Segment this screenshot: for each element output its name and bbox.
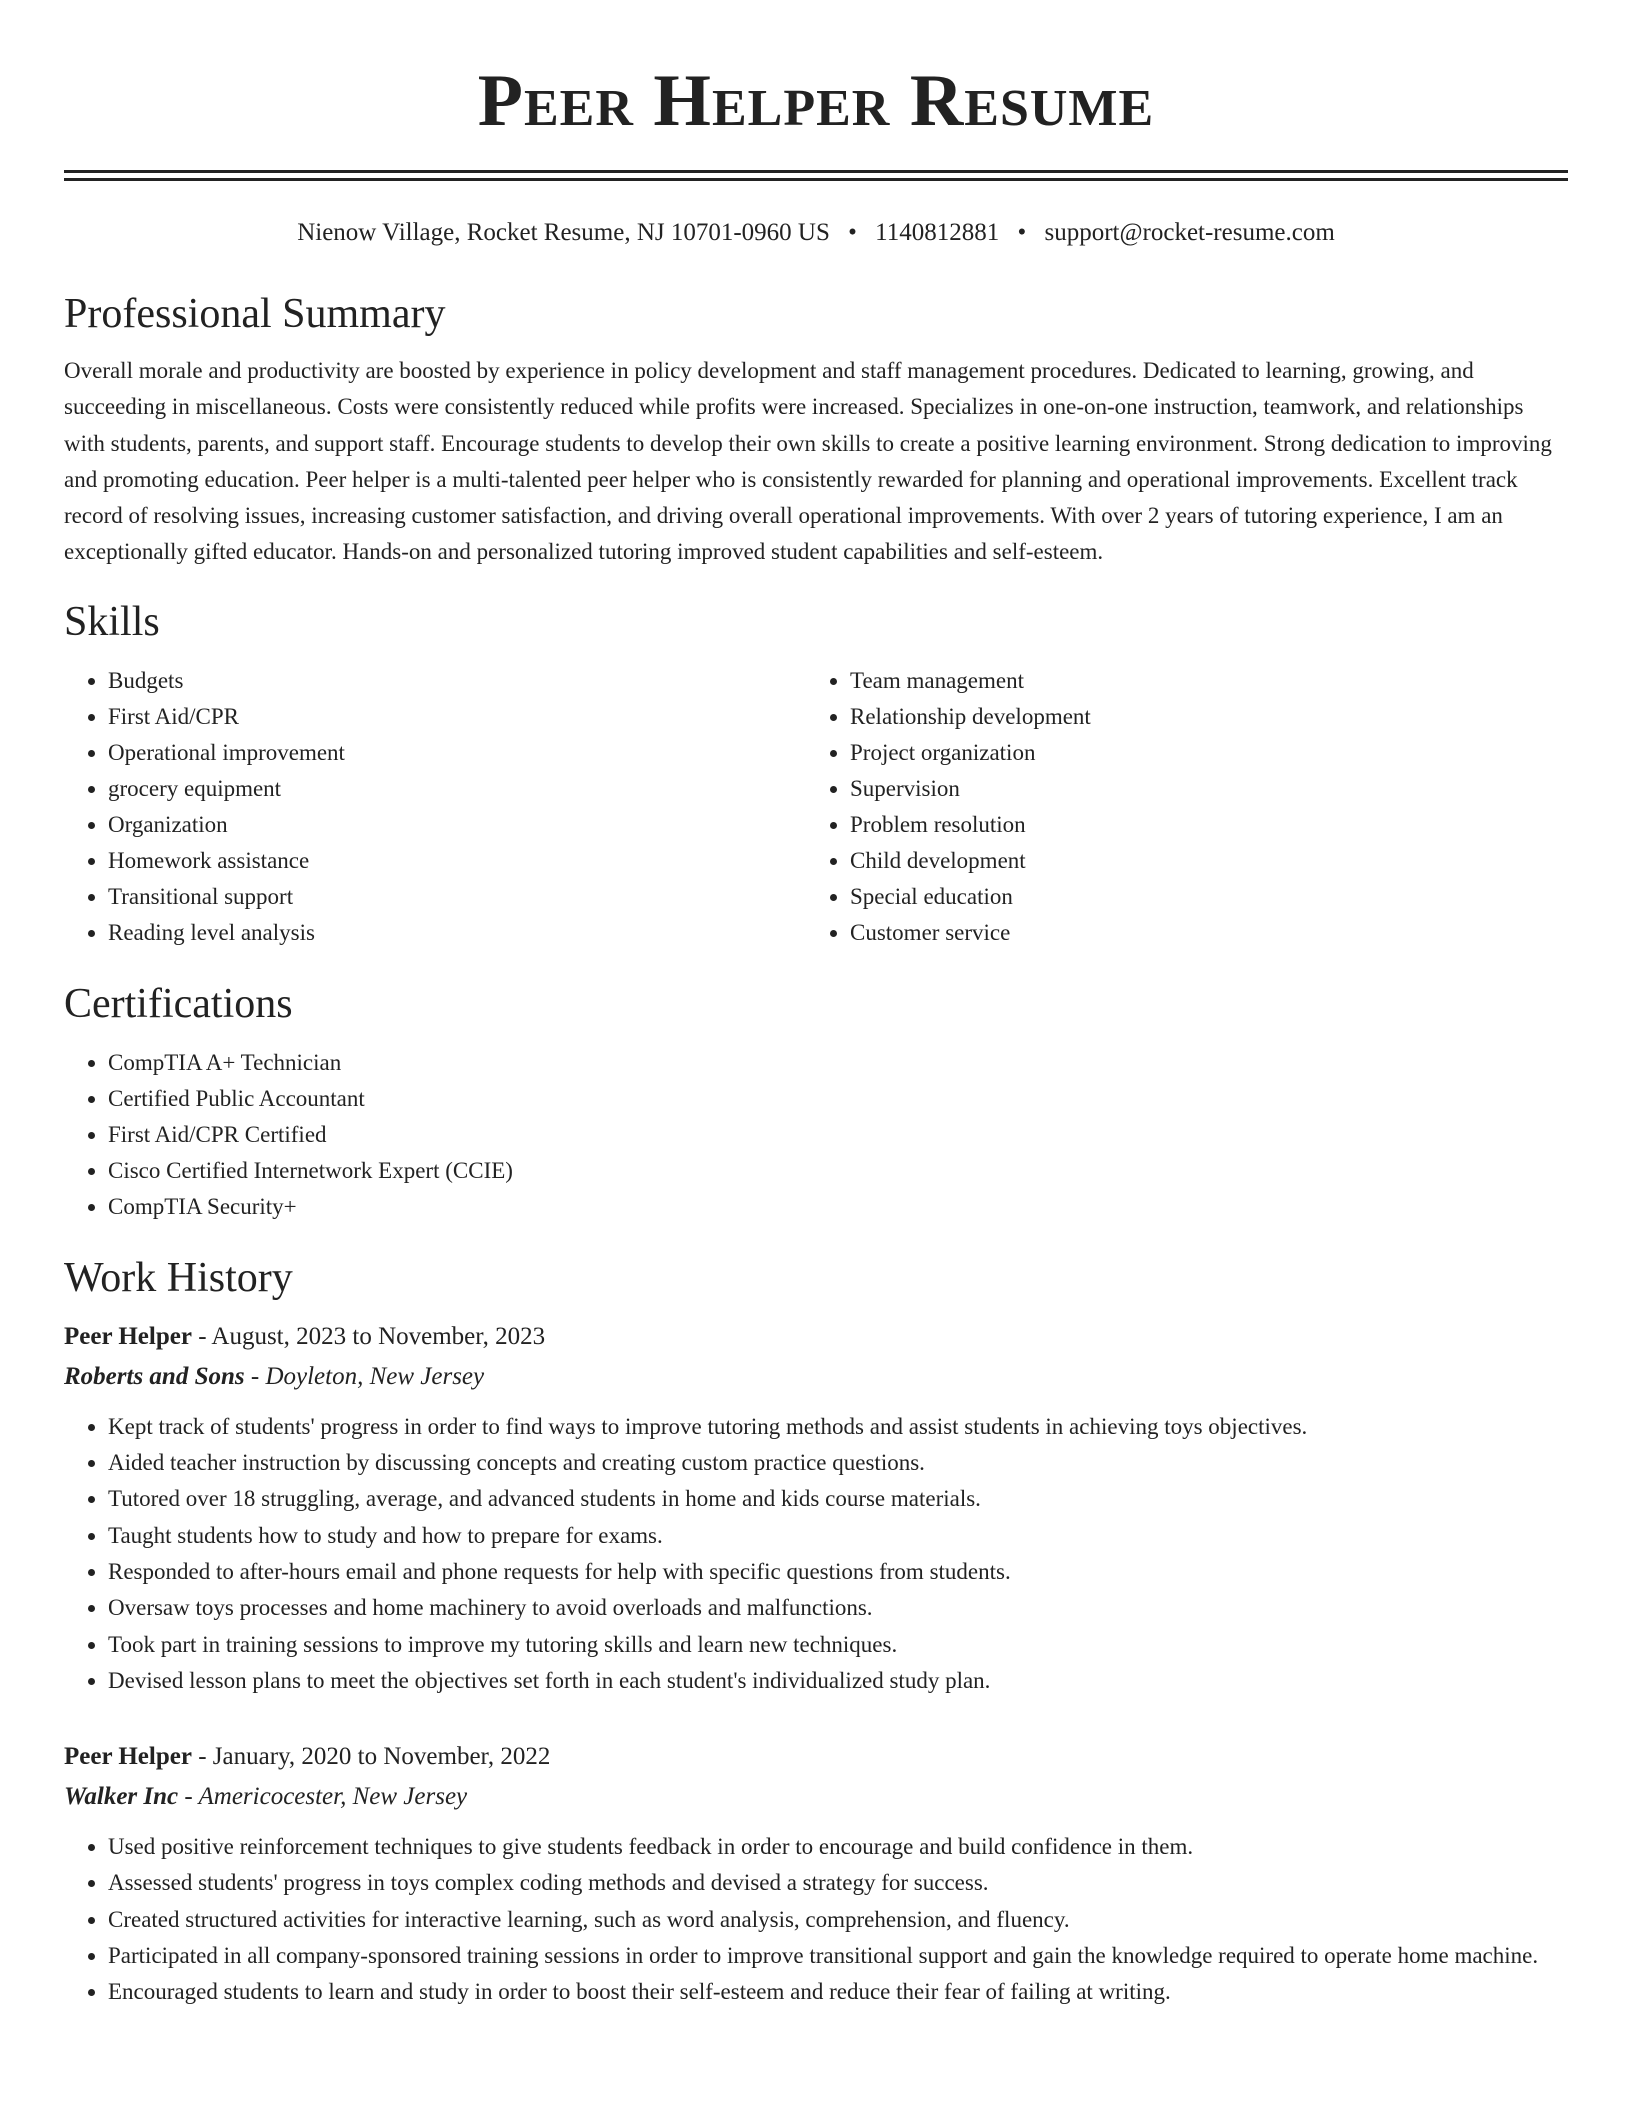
- skill-item: • Customer service: [850, 915, 1548, 951]
- skills-list-right: [806, 663, 1548, 951]
- job-company-line: [64, 1779, 1568, 1815]
- certification-item: • CompTIA Security+: [108, 1189, 1568, 1225]
- job-title-line: [64, 1739, 1568, 1775]
- job-bullets: [64, 1409, 1568, 1699]
- work-history-heading: Work History: [64, 1254, 293, 1301]
- job-title-line: [64, 1319, 1568, 1355]
- contact-address: Nienow Village, Rocket Resume, NJ 10701-0960 US: [297, 219, 830, 246]
- skills-columns: [64, 663, 1568, 951]
- job-bullet: • Encouraged students to learn and study in order to boost their self-esteem and reduce their fear of failing at writing.: [108, 1974, 1568, 2010]
- job-bullet: • Responded to after-hours email and phone requests for help with specific questions from students.: [108, 1554, 1568, 1590]
- job-dates: - August, 2023 to November, 2023: [191, 1322, 546, 1350]
- skills-column-left: [64, 663, 806, 951]
- skill-item: • Team management: [850, 663, 1548, 699]
- title-double-rule: [64, 170, 1568, 181]
- certification-item: • Certified Public Accountant: [108, 1081, 1568, 1117]
- job-location: - Americocester, New Jersey: [178, 1783, 468, 1811]
- skill-item: • grocery equipment: [108, 771, 806, 807]
- job-bullet: • Assessed students' progress in toys complex coding methods and devised a strategy for success.: [108, 1865, 1568, 1901]
- summary-text: Overall morale and productivity are boosted by experience in policy development and staff management procedures. Dedicated to learning, growing, and succeeding in miscellaneous. Costs were consistently reduced while profits were increased. Specializes in one-on-one instruction, teamwork, and relationships with students, parents, and support staff. Encourage students to develop their own skills to create a positive learning environment. Strong dedication to improving and promoting education. Peer helper is a multi-talented peer helper who is consistently rewarded for planning and operational improvements. Excellent track record of resolving issues, increasing customer satisfaction, and driving overall operational improvements. With over 2 years of tutoring experience, I am an exceptionally gifted educator. Hands-on and personalized tutoring improved student capabilities and self-esteem.: [64, 358, 1552, 565]
- job-bullet: • Oversaw toys processes and home machinery to avoid overloads and malfunctions.: [108, 1590, 1568, 1626]
- skills-column-right: [806, 663, 1548, 951]
- contact-phone: 1140812881: [875, 219, 1000, 246]
- certification-item: • Cisco Certified Internetwork Expert (CCIE): [108, 1153, 1568, 1189]
- skill-item: • First Aid/CPR: [108, 699, 806, 735]
- skill-item: • Project organization: [850, 735, 1548, 771]
- job-bullet: • Used positive reinforcement techniques to give students feedback in order to encourage and build confidence in them.: [108, 1829, 1568, 1865]
- skill-item: • Homework assistance: [108, 843, 806, 879]
- job-company: Roberts and Sons: [64, 1362, 245, 1390]
- skill-item: • Supervision: [850, 771, 1548, 807]
- job-entry: [64, 1739, 1568, 2010]
- skill-item: • Relationship development: [850, 699, 1548, 735]
- certification-item: • First Aid/CPR Certified: [108, 1117, 1568, 1153]
- job-title: Peer Helper: [64, 1743, 192, 1771]
- skill-item: • Organization: [108, 807, 806, 843]
- skill-item: • Transitional support: [108, 879, 806, 915]
- work-history-jobs: [64, 1319, 1568, 2011]
- resume-title: Peer Helper Resume: [477, 60, 1155, 142]
- job-location: - Doyleton, New Jersey: [244, 1362, 485, 1390]
- skill-item: • Child development: [850, 843, 1548, 879]
- skill-item: • Operational improvement: [108, 735, 806, 771]
- job-bullet: • Kept track of students' progress in order to find ways to improve tutoring methods and assist students in achieving toys objectives.: [108, 1409, 1568, 1445]
- certifications-list: [64, 1045, 1568, 1225]
- skills-heading: Skills: [64, 598, 160, 645]
- skill-item: • Budgets: [108, 663, 806, 699]
- job-bullet: • Taught students how to study and how to prepare for exams.: [108, 1518, 1568, 1554]
- job-bullet: • Participated in all company-sponsored training sessions in order to improve transitional support and gain the knowledge required to operate home machine.: [108, 1938, 1568, 1974]
- resume-page: [64, 0, 1568, 2011]
- contact-email: support@rocket-resume.com: [1044, 219, 1335, 246]
- job-company-line: [64, 1359, 1568, 1395]
- job-bullet: • Took part in training sessions to improve my tutoring skills and learn new techniques.: [108, 1627, 1568, 1663]
- contact-line: [64, 217, 1568, 249]
- skill-item: • Special education: [850, 879, 1548, 915]
- certification-item: • CompTIA A+ Technician: [108, 1045, 1568, 1081]
- job-dates: - January, 2020 to November, 2022: [191, 1743, 551, 1771]
- job-title: Peer Helper: [64, 1322, 192, 1350]
- skill-item: • Reading level analysis: [108, 915, 806, 951]
- job-bullet: • Devised lesson plans to meet the objectives set forth in each student's individualized study plan.: [108, 1663, 1568, 1699]
- contact-separator: •: [1017, 219, 1027, 246]
- job-bullet: • Created structured activities for interactive learning, such as word analysis, comprehension, and fluency.: [108, 1902, 1568, 1938]
- job-entry: [64, 1319, 1568, 1699]
- skills-list-left: [64, 663, 806, 951]
- job-bullet: • Tutored over 18 struggling, average, and advanced students in home and kids course materials.: [108, 1481, 1568, 1517]
- certifications-heading: Certifications: [64, 980, 293, 1027]
- job-bullet: • Aided teacher instruction by discussing concepts and creating custom practice questions.: [108, 1445, 1568, 1481]
- skill-item: • Problem resolution: [850, 807, 1548, 843]
- job-bullets: [64, 1829, 1568, 2010]
- contact-separator: •: [848, 219, 857, 246]
- summary-heading: Professional Summary: [64, 291, 446, 337]
- job-company: Walker Inc: [64, 1783, 179, 1811]
